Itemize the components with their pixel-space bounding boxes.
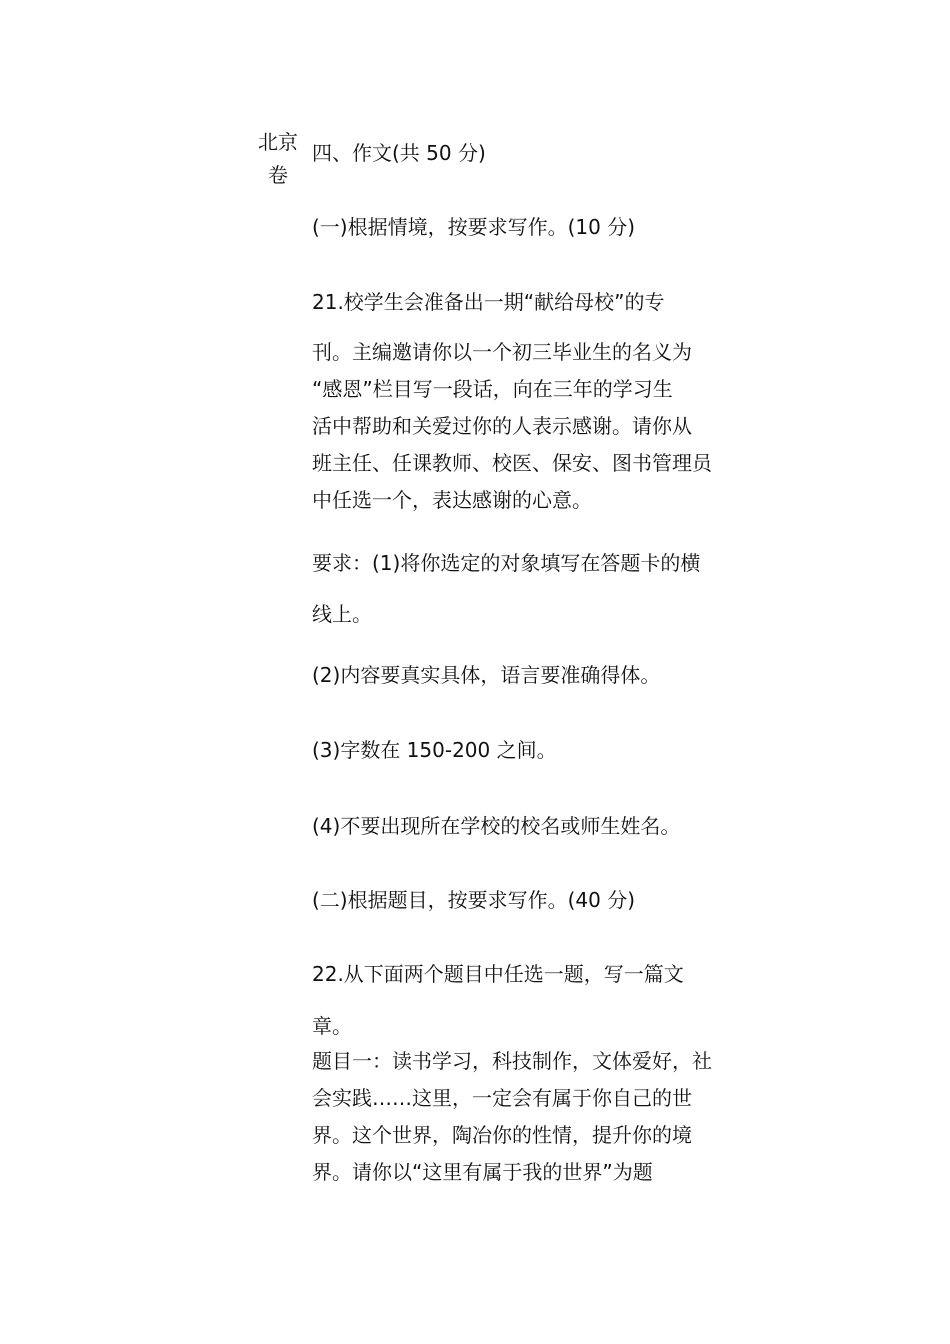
section-title: 四、作文(共 50 分) [312,141,486,165]
question-21-body-line: 中任选一个，表达感谢的心意。 [312,488,592,512]
requirement-1-line-2: 线上。 [312,602,372,626]
region-label-line-2: 卷 [268,163,288,187]
question-21-body [312,334,742,519]
question-21-body-line: 活中帮助和关爱过你的人表示感谢。请你从 [312,414,692,438]
requirement-1-line-1: 要求：(1)将你选定的对象填写在答题卡的横 [312,551,701,575]
region-label-line-1: 北京 [258,130,298,154]
topic-1-body-line: 会实践……这里，一定会有属于你自己的世 [312,1086,692,1110]
part2-title: (二)根据题目，按要求写作。(40 分) [312,888,636,912]
question-21-body-line: 刊。主编邀请你以一个初三毕业生的名义为 [312,340,692,364]
topic-1-body-line: 界。这个世界，陶冶你的性情，提升你的境 [312,1123,692,1147]
part1-title: (一)根据情境，按要求写作。(10 分) [312,215,636,239]
region-label [250,126,306,192]
question-21-first-line: 21.校学生会准备出一期“献给母校”的专 [312,290,665,314]
question-21-body-line: 班主任、任课教师、校医、保安、图书管理员 [312,451,712,475]
topic-1-body [312,1043,742,1191]
question-22-first-line: 22.从下面两个题目中任选一题，写一篇文 [312,962,684,986]
topic-1-body-line: 题目一：读书学习，科技制作，文体爱好，社 [312,1049,712,1073]
question-22-second-line: 章。 [312,1014,352,1038]
requirement-4: (4)不要出现所在学校的校名或师生姓名。 [312,814,681,838]
question-21-body-line: “感恩”栏目写一段话，向在三年的学习生 [312,377,673,401]
requirement-3: (3)字数在 150-200 之间。 [312,738,557,762]
requirement-2: (2)内容要真实具体，语言要准确得体。 [312,663,661,687]
topic-1-body-line: 界。请你以“这里有属于我的世界”为题 [312,1160,653,1184]
